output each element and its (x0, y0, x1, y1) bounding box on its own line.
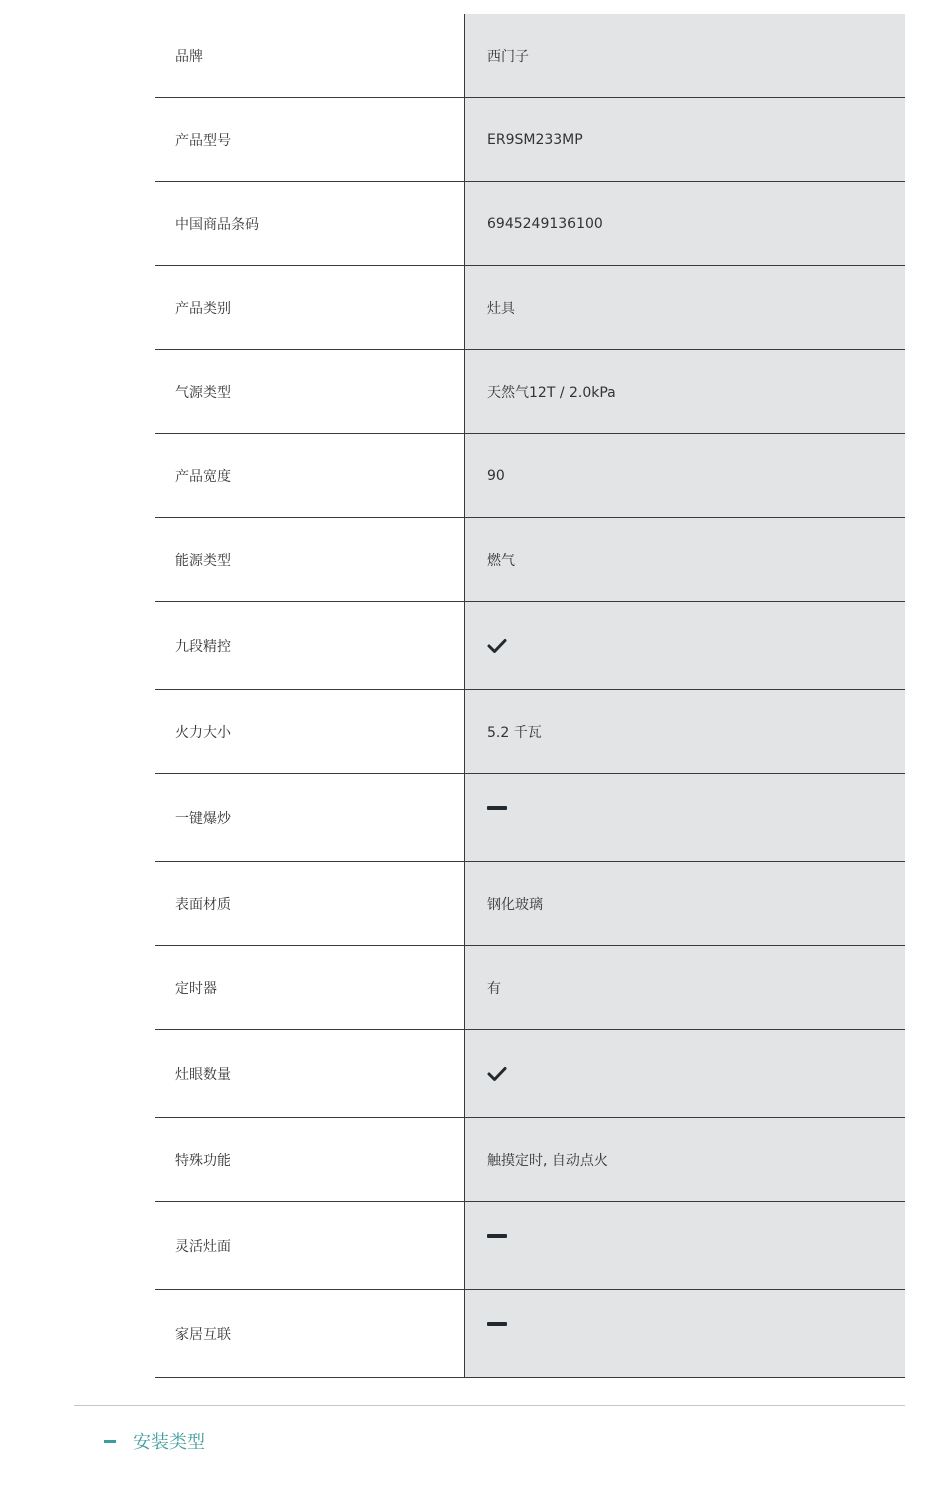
spec-row-surface-material (155, 862, 905, 946)
spec-row-nine-level-control (155, 602, 905, 690)
spec-label: 产品型号 (155, 98, 465, 181)
dash-icon (487, 806, 507, 810)
spec-row-barcode (155, 182, 905, 266)
spec-label: 灵活灶面 (155, 1202, 465, 1289)
spec-label: 灶眼数量 (155, 1030, 465, 1117)
spec-value: 5.2 千瓦 (465, 690, 905, 773)
spec-row-power (155, 690, 905, 774)
check-icon (487, 1066, 507, 1082)
section-title[interactable]: 安装类型 (133, 1432, 205, 1453)
spec-label: 家居互联 (155, 1290, 465, 1377)
install-type-section-toggle[interactable] (104, 1428, 205, 1454)
spec-value: 有 (465, 946, 905, 1029)
spec-value: 天然气12T / 2.0kPa (465, 350, 905, 433)
spec-row-flexible-cooktop (155, 1202, 905, 1290)
spec-label: 产品宽度 (155, 434, 465, 517)
spec-value: 触摸定时, 自动点火 (465, 1118, 905, 1201)
spec-label: 表面材质 (155, 862, 465, 945)
spec-value: 钢化玻璃 (465, 862, 905, 945)
spec-value (465, 774, 905, 861)
spec-label: 气源类型 (155, 350, 465, 433)
minus-icon[interactable] (104, 1440, 116, 1443)
spec-row-home-connect (155, 1290, 905, 1378)
spec-row-category (155, 266, 905, 350)
dash-icon (487, 1234, 507, 1238)
spec-value: 燃气 (465, 518, 905, 601)
spec-label: 一键爆炒 (155, 774, 465, 861)
spec-label: 中国商品条码 (155, 182, 465, 265)
spec-row-width (155, 434, 905, 518)
spec-row-model (155, 98, 905, 182)
check-icon (487, 638, 507, 654)
spec-row-timer (155, 946, 905, 1030)
spec-row-quick-fry (155, 774, 905, 862)
spec-value: ER9SM233MP (465, 98, 905, 181)
spec-row-brand (155, 14, 905, 98)
spec-value (465, 1202, 905, 1289)
spec-row-burner-count (155, 1030, 905, 1118)
dash-icon (487, 1322, 507, 1326)
spec-label: 特殊功能 (155, 1118, 465, 1201)
spec-label: 定时器 (155, 946, 465, 1029)
spec-label: 能源类型 (155, 518, 465, 601)
spec-row-gas-type (155, 350, 905, 434)
spec-value (465, 1030, 905, 1117)
spec-value (465, 1290, 905, 1377)
spec-label: 品牌 (155, 14, 465, 97)
spec-value: 灶具 (465, 266, 905, 349)
spec-row-special-functions (155, 1118, 905, 1202)
spec-table (155, 14, 905, 1378)
spec-label: 九段精控 (155, 602, 465, 689)
spec-label: 产品类别 (155, 266, 465, 349)
spec-value: 西门子 (465, 14, 905, 97)
section-divider (74, 1405, 905, 1406)
spec-label: 火力大小 (155, 690, 465, 773)
spec-value: 6945249136100 (465, 182, 905, 265)
spec-row-energy-type (155, 518, 905, 602)
spec-value: 90 (465, 434, 905, 517)
spec-value (465, 602, 905, 689)
